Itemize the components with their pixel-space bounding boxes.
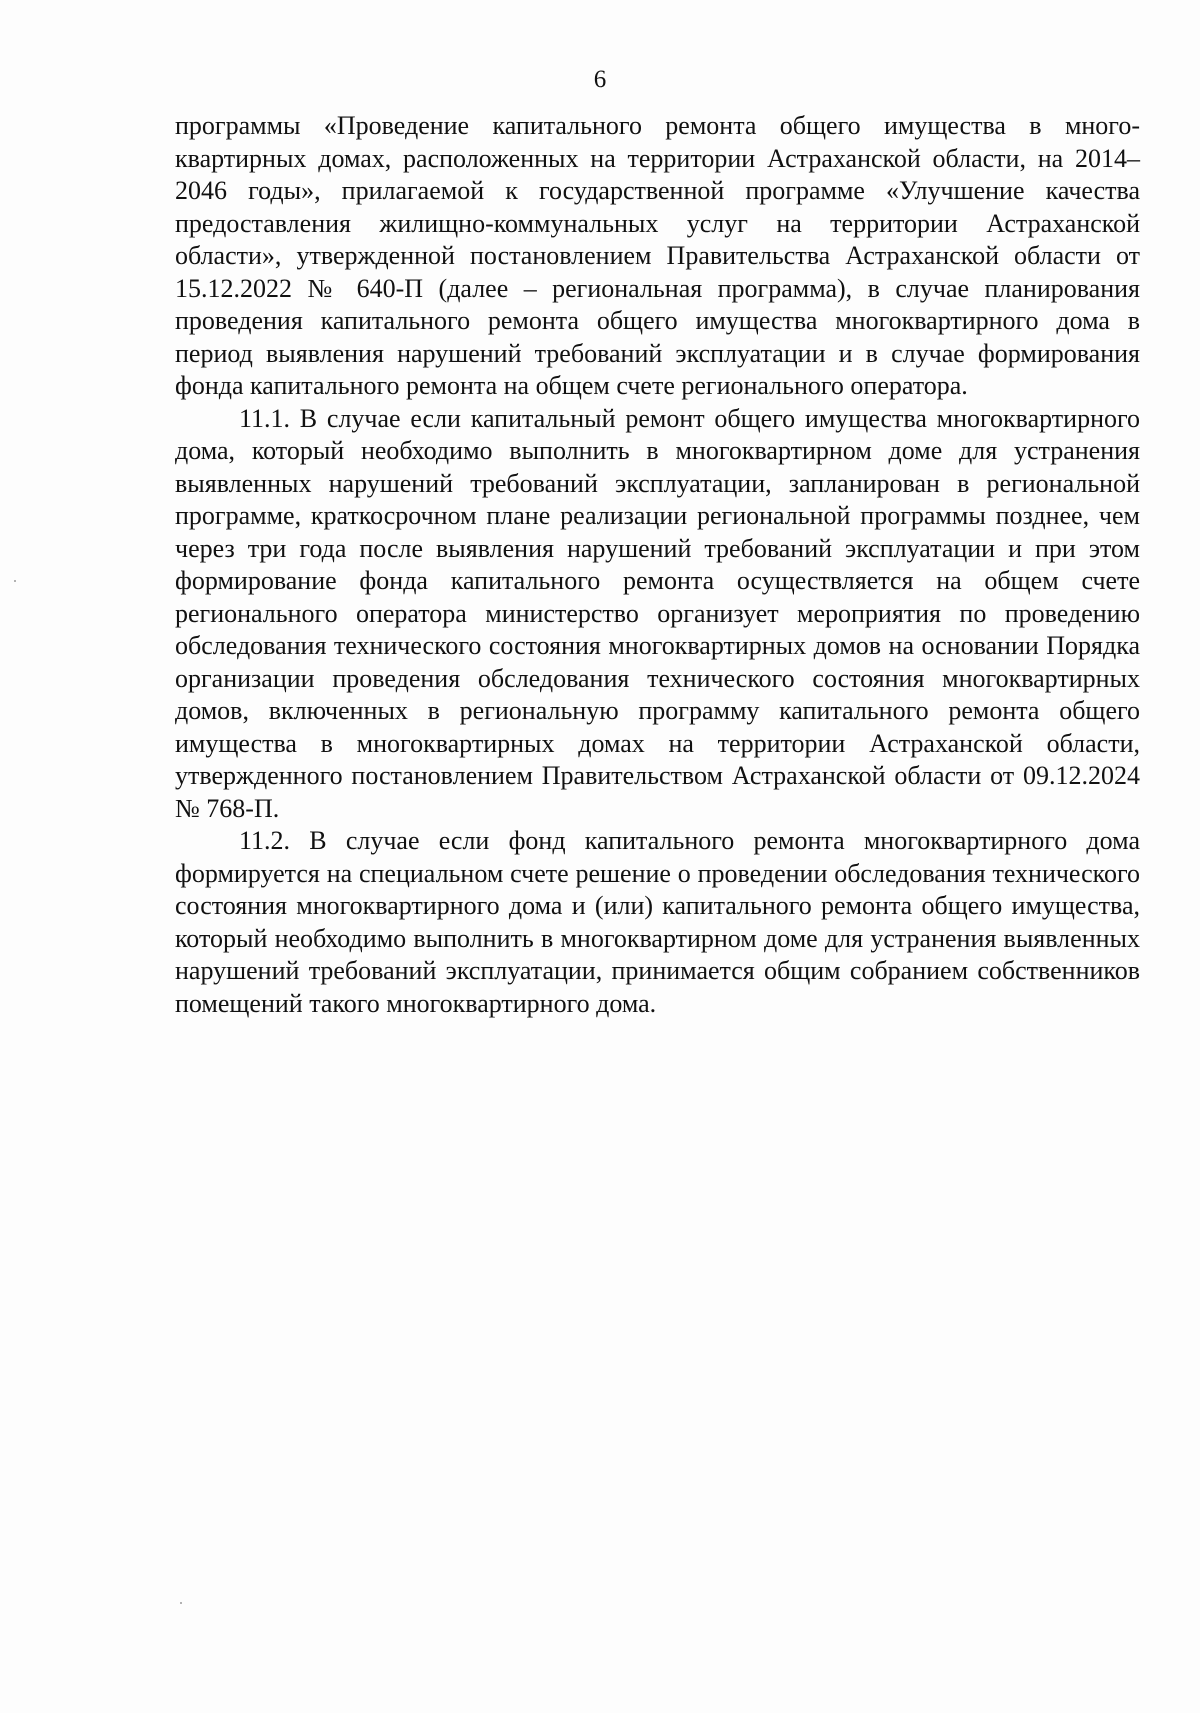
scan-speck	[180, 1602, 182, 1604]
scan-speck	[14, 580, 16, 582]
page-number: 6	[593, 66, 607, 93]
paragraph-11-2: 11.2. В случае если фонд капитального ремонта многоквартирного дома формируется на специальном счете решение о проведении обследования технического состояния многоквартирного дома и (или) капитального ремонта общего имущества, который необходимо выполнить в многоквартирном доме для устранения выявленных нарушений требований эксплуатации, принимается общим собранием собственников помещений такого многоквартирного дома.	[175, 826, 1140, 1018]
paragraph-11-1: 11.1. В случае если капитальный ремонт общего имущества многоквартирного дома, который необходимо выполнить в многоквартирном доме для устранения выявленных нарушений требований эксплуатации, запланирован в региональной программе, краткосрочном плане реализации региональной программы позднее, чем через три года после выявления нарушений требований эксплуатации и при этом формирование фонда капитального ремонта осуществляется на общем счете регионального оператора министерство организует мероприятия по проведению обследования технического состояния многоквартирных домов на основании Порядка организации проведения обследования технического состояния многоквартирных домов, включенных в региональную программу капитального ремонта общего имущества в многоквартирных домах на территории Астраханской области, утвержденного постановлением Правительством Астраханской области от 09.12.2024 № 768-П.	[175, 403, 1140, 823]
document-body	[175, 110, 1140, 1020]
paragraph-continuation: программы «Проведение капитального ремонта общего имущества в многоквартирных домах, расположенных на территории Астраханской области, на 2014–2046 годы», прилагаемой к государственной программе «Улучшение качества предоставления жилищно-коммунальных услуг на территории Астраханской области», утвержденной постановлением Правительства Астраханской области от 15.12.2022 № 640-П (далее – региональная программа), в случае планирования проведения капитального ремонта общего имущества многоквартирного дома в период выявления нарушений требований эксплуатации и в случае формирования фонда капитального ремонта на общем счете регионального оператора.	[175, 111, 1140, 400]
